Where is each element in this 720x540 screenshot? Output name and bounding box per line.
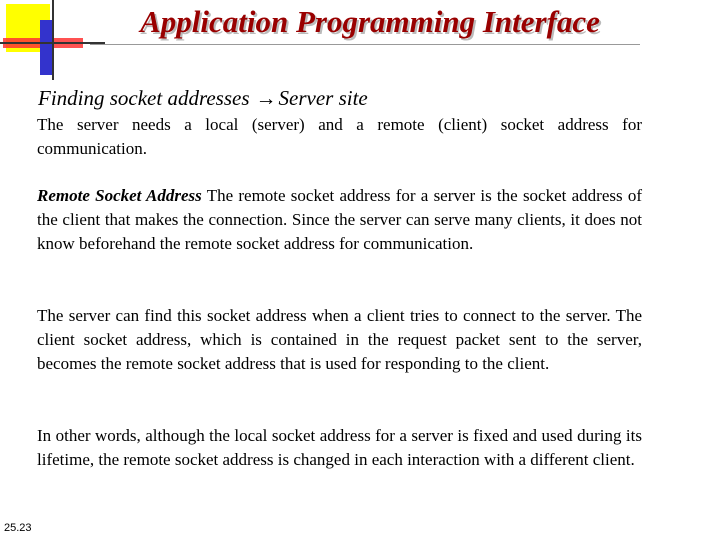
arrow-right-icon: → <box>255 86 277 110</box>
slide-subtitle <box>38 86 368 111</box>
slide-title: Application Programming Interface <box>140 4 600 39</box>
slide-number: 25.23 <box>4 522 32 534</box>
paragraph-3: The server can find this socket address when a client tries to connect to the server. The client socket address, which is contained in the request packet sent to the server, becomes the remote socket address that is used for responding to the client. <box>37 306 642 373</box>
paragraph-2 <box>37 184 642 256</box>
title-underline <box>90 44 640 45</box>
decoration-vertical-line <box>52 0 54 80</box>
paragraph-2-text: The remote socket address for a server is the socket address of the client that makes the connection. Since the server can serve many clients, it does not know beforehand the remote socket address for communication. <box>37 186 643 253</box>
paragraph-4: In other words, although the local socket address for a server is fixed and used during its lifetime, the remote socket address is changed in each interaction with a different client. <box>37 426 642 469</box>
paragraph-1: The server needs a local (server) and a remote (client) socket address for communication. <box>37 115 642 158</box>
subtitle-site: Server site <box>278 86 368 110</box>
subtitle-topic: Finding socket addresses <box>38 86 250 110</box>
term-remote-socket-address: Remote Socket Address <box>37 186 202 205</box>
